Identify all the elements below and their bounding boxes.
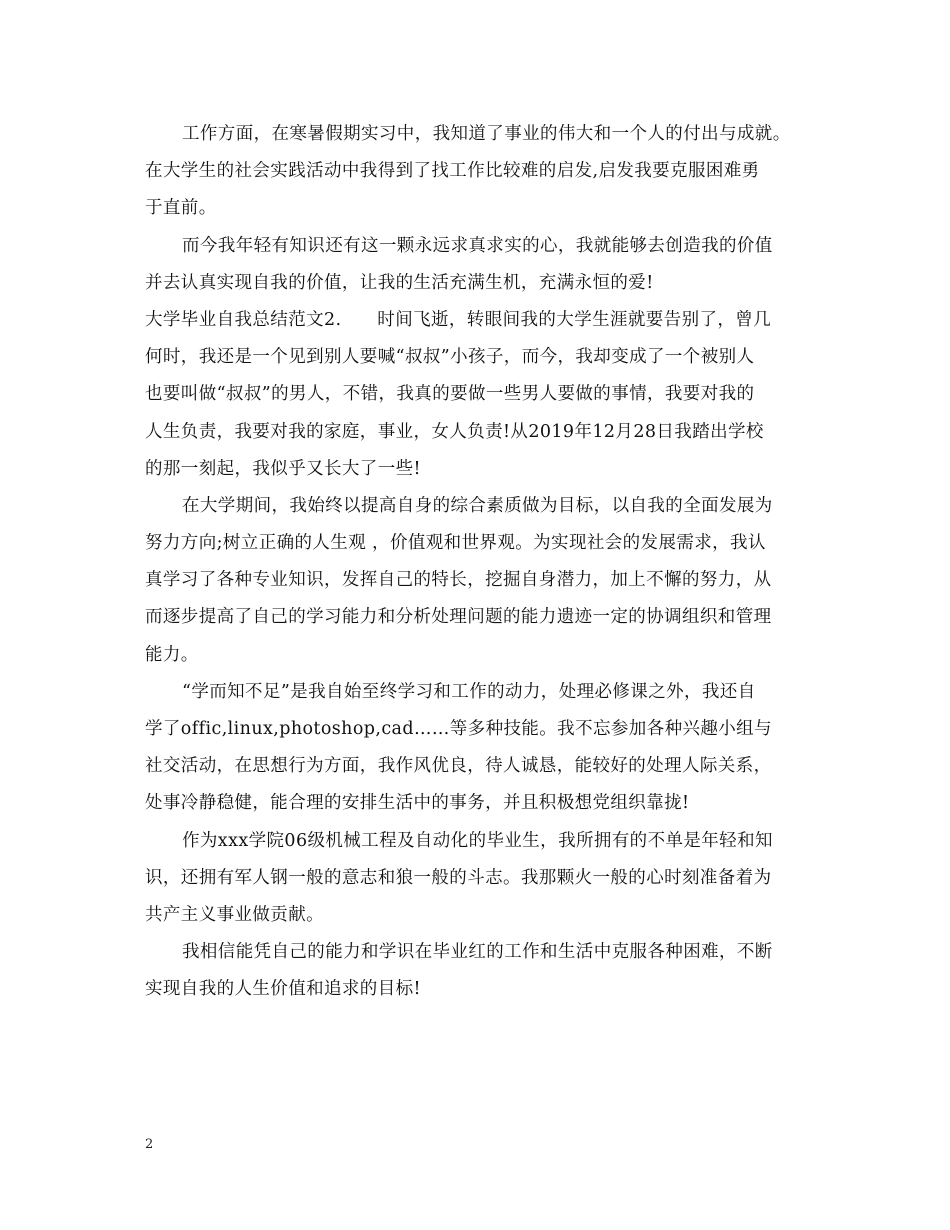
text-line: 学了offic,linux,photoshop,cad……等多种技能。我不忘参加各种兴趣小组与 [145,719,772,739]
text-line: 在大学生的社会实践活动中我得到了找工作比较难的启发,启发我要克服困难勇 [145,161,760,182]
text-line: 而今我年轻有知识还有这一颗永远求真求实的心，我就能够去创造我的价值 [182,235,773,256]
text-line: 大学毕业自我总结范文2. 时间飞逝，转眼间我的大学生涯就要告别了，曾几 [145,309,772,330]
text-line: 识，还拥有军人钢一般的意志和狼一般的斗志。我那颗火一般的心时刻准备着为 [145,867,772,888]
text-line: 作为xxx学院06级机械工程及自动化的毕业生，我所拥有的不单是年轻和知 [182,830,773,851]
text-line: 在大学期间，我始终以提高自身的综合素质做为目标，以自我的全面发展为 [182,495,773,516]
text-line: 努力方向;树立正确的人生观 ，价值观和世界观。为实现社会的发展需求，我认 [145,533,766,554]
text-line: “学而知不足”是我自始至终学习和工作的动力，处理必修课之外，我还自 [182,681,756,702]
text-line: 社交活动，在思想行为方面，我作风优良，待人诚恳，能较好的处理人际关系， [145,756,772,777]
text-line: 处事冷静稳健，能合理的安排生活中的事务，并且积极想党组织靠拢! [145,793,690,814]
text-line: 人生负责，我要对我的家庭，事业，女人负责!从2019年12月28日我踏出学校 [145,421,764,442]
text-line: 于直前。 [145,198,217,219]
text-line: 实现自我的人生价值和追求的目标! [145,979,421,1000]
text-line: 工作方面，在寒暑假期实习中，我知道了事业的伟大和一个人的付出与成就。 [182,124,791,144]
text-line: 并去认真实现自我的价值，让我的生活充满生机，充满永恒的爱! [145,272,654,293]
text-line: 的那一刻起，我似乎又长大了一些! [145,458,421,479]
text-line: 真学习了各种专业知识，发挥自己的特长，挖掘自身潜力，加上不懈的努力，从 [145,570,772,591]
text-line: 而逐步提高了自己的学习能力和分析处理问题的能力遗迹一定的协调组织和管理 [145,607,772,628]
text-line: 何时，我还是一个见到别人要喊“叔叔”小孩子，而今，我却变成了一个被别人 [145,347,755,368]
text-line: 能力。 [145,644,199,665]
body-text [145,116,825,1009]
text-line: 也要叫做“叔叔”的男人，不错，我真的要做一些男人要做的事情，我要对我的 [145,384,755,405]
text-line: 我相信能凭自己的能力和学识在毕业红的工作和生活中克服各种困难，不断 [182,942,773,963]
page-number: 2 [145,1137,154,1152]
text-line: 共产主义事业做贡献。 [145,904,324,925]
